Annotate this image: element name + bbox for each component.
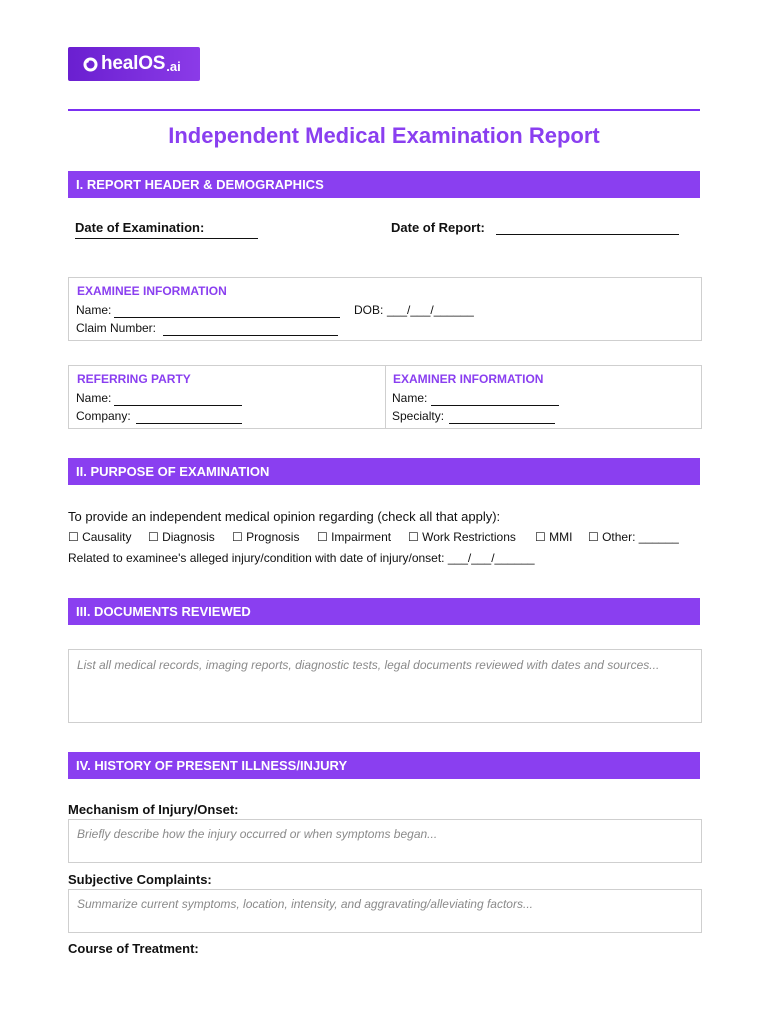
claim-number-label: Claim Number: [76,321,157,335]
section-header-demographics: I. REPORT HEADER & DEMOGRAPHICS [68,171,700,198]
related-injury-text: Related to examinee's alleged injury/condition with date of injury/onset: ___/___/______ [68,551,535,565]
checkbox-impairment[interactable]: ☐ Impairment [317,530,392,544]
brand-logo [68,47,200,81]
examinee-name-field[interactable] [114,304,340,318]
subjective-textarea[interactable] [68,889,702,933]
section-documents-reviewed: III. DOCUMENTS REVIEWED [68,598,700,625]
logo-name: healOS [101,53,166,74]
date-of-examination-label: Date of Examination: [75,220,205,235]
examinee-name-label: Name: [76,303,112,317]
referring-company-field[interactable] [136,410,242,424]
section-purpose: II. PURPOSE OF EXAMINATION [68,458,700,485]
logo-tld: .ai [166,58,181,74]
date-of-examination-field[interactable] [75,238,258,239]
referring-examiner-box [68,365,702,429]
examiner-info-heading: EXAMINER INFORMATION [393,372,544,386]
examiner-name-label: Name: [392,391,428,405]
page-title: Independent Medical Examination Report [168,123,600,148]
course-of-treatment-label: Course of Treatment: [68,941,199,956]
mechanism-placeholder: Briefly describe how the injury occurred or when symptoms began... [77,827,438,841]
section-history: IV. HISTORY OF PRESENT ILLNESS/INJURY [68,752,700,779]
logo-ring-icon [82,56,99,73]
documents-placeholder: List all medical records, imaging reports, diagnostic tests, legal documents reviewed with dates and sources... [77,658,660,672]
mechanism-label: Mechanism of Injury/Onset: [68,802,239,817]
examinee-info-heading: EXAMINEE INFORMATION [77,284,227,298]
examiner-specialty-label: Specialty: [392,409,445,423]
referring-company-label: Company: [76,409,131,423]
date-of-report-label: Date of Report: [391,220,485,235]
checkbox-mmi[interactable]: ☐ MMI [535,530,573,544]
dob-field[interactable]: ___/___/______ [387,303,474,317]
referring-name-field[interactable] [114,392,242,406]
header-divider [68,109,700,111]
examiner-name-field[interactable] [431,392,559,406]
checkbox-work-restrictions[interactable]: ☐ Work Restrictions [408,530,516,544]
claim-number-field[interactable] [163,322,338,336]
mechanism-textarea[interactable] [68,819,702,863]
referring-name-label: Name: [76,391,112,405]
referring-party-heading: REFERRING PARTY [77,372,191,386]
documents-reviewed-textarea[interactable] [68,649,702,723]
examinee-info-box [68,277,702,341]
box-divider [385,366,386,428]
date-of-report-field[interactable] [496,221,679,235]
checkbox-prognosis[interactable]: ☐ Prognosis [232,530,300,544]
checkbox-causality[interactable]: ☐ Causality [68,530,132,544]
purpose-intro: To provide an independent medical opinion regarding (check all that apply): [68,509,501,524]
subjective-placeholder: Summarize current symptoms, location, intensity, and aggravating/alleviating factors... [77,897,533,911]
checkbox-other[interactable]: ☐ Other: ______ [588,530,679,544]
checkbox-diagnosis[interactable]: ☐ Diagnosis [148,530,215,544]
examiner-specialty-field[interactable] [449,410,555,424]
dob-label: DOB: [354,303,384,317]
subjective-label: Subjective Complaints: [68,872,212,887]
